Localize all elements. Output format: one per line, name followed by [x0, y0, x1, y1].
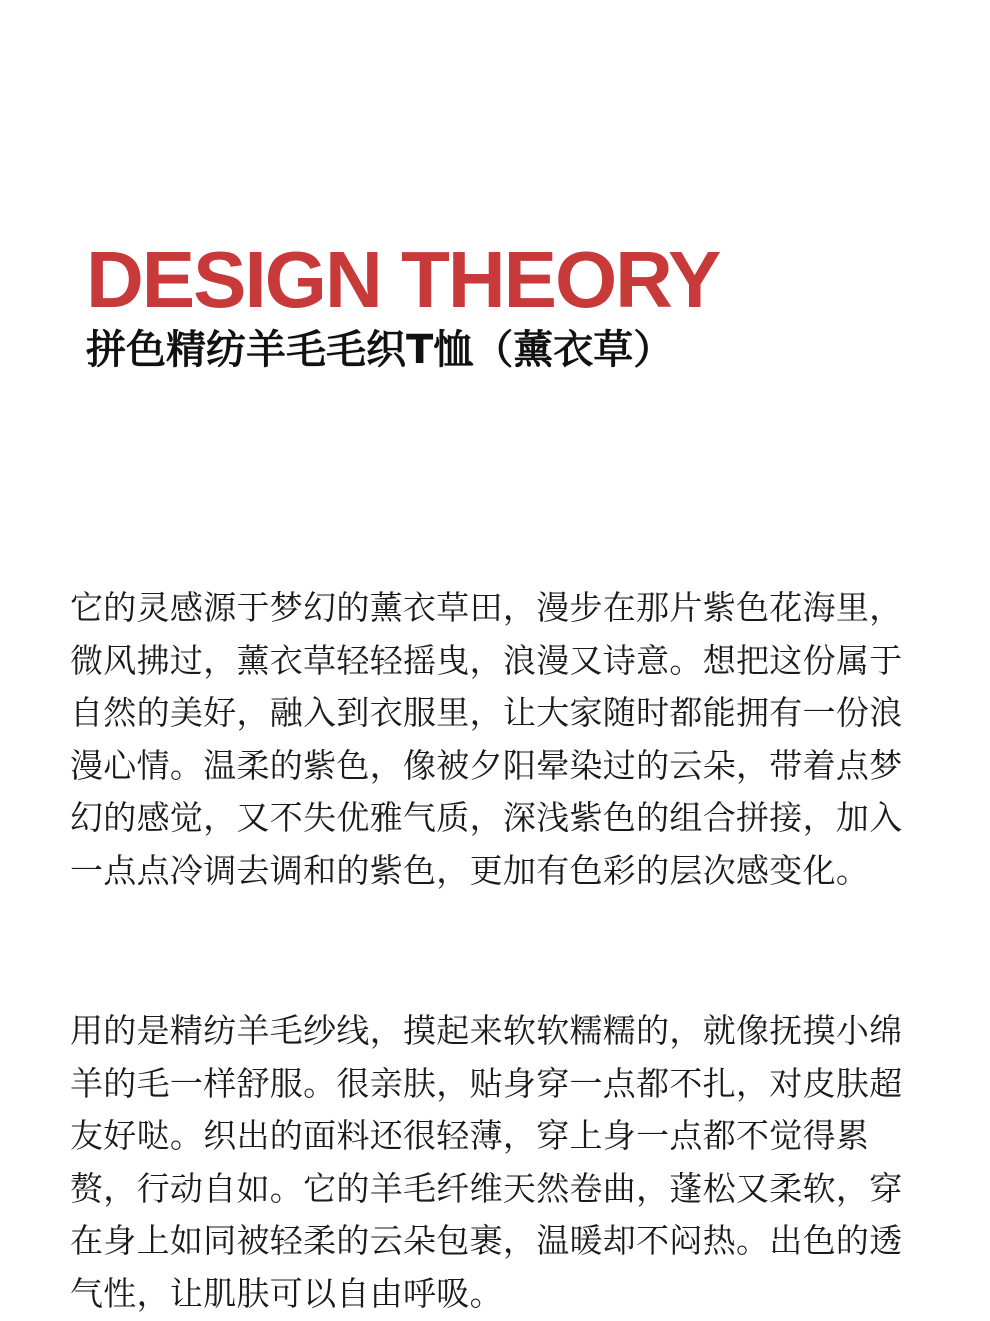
product-name: 拼色精纺羊毛毛织T恤（薰衣草）: [86, 327, 674, 373]
page-title: DESIGN THEORY: [86, 235, 720, 324]
description-paragraph-inspiration: 它的灵感源于梦幻的薰衣草田，漫步在那片紫色花海里，微风拂过，薰衣草轻轻摇曳，浪漫又诗意。想把这份属于自然的美好，融入到衣服里，让大家随时都能拥有一份浪漫心情。温柔的紫色，像被夕阳晕染过的云朵，带着点梦幻的感觉，又不失优雅气质，深浅紫色的组合拼接，加入一点点冷调去调和的紫色，更加有色彩的层次感变化。: [70, 588, 903, 890]
heading-block: [86, 236, 719, 376]
description-paragraph-material: 用的是精纺羊毛纱线，摸起来软软糯糯的，就像抚摸小绵羊的毛一样舒服。很亲肤，贴身穿一点都不扎，对皮肤超友好哒。织出的面料还很轻薄，穿上身一点都不觉得累赘，行动自如。它的羊毛纤维天然卷曲，蓬松又柔软，穿在身上如同被轻柔的云朵包裹，温暖却不闷热。出色的透气性，让肌肤可以自由呼吸。: [70, 1011, 903, 1313]
